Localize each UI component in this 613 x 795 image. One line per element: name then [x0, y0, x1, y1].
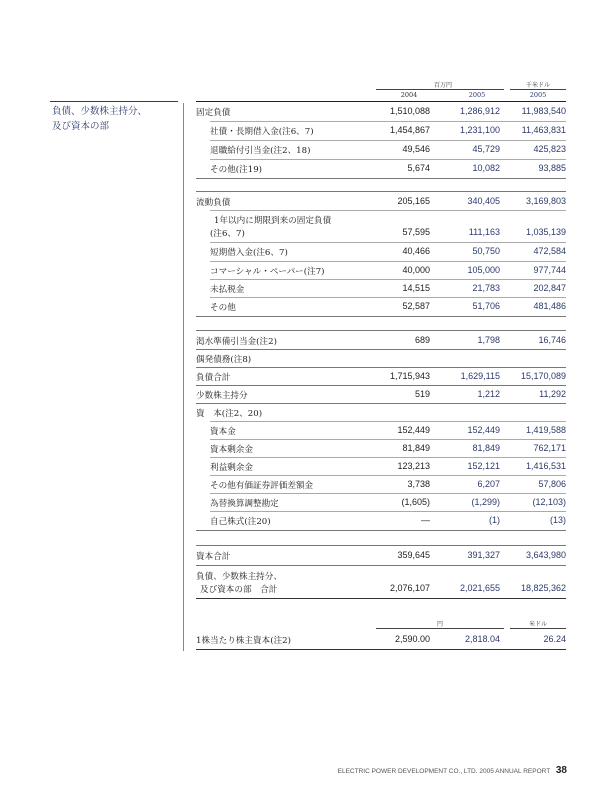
row-label: 資本金: [210, 427, 236, 437]
value-2005-jpy: 340,405: [467, 196, 500, 206]
value-2005-usd: 15,170,089: [520, 371, 566, 381]
year-2005-jpy: 2005: [468, 91, 486, 99]
row-label-cont: (注6、7): [210, 229, 245, 239]
table-row: [196, 512, 566, 529]
value-2005-usd: 3,643,980: [525, 550, 566, 560]
table-row: [196, 243, 566, 260]
value-2005-jpy: 105,000: [467, 265, 500, 275]
row-label: その他: [210, 303, 236, 313]
page-footer: [338, 765, 567, 776]
table-row: [196, 386, 566, 403]
year-2005-usd: 2005: [529, 91, 547, 99]
value-2005-jpy: 1,629,115: [460, 371, 500, 381]
table-row: [196, 280, 566, 297]
row-label: 偶発債務(注8): [196, 355, 252, 365]
value-2005-jpy: 1,212: [477, 389, 500, 399]
value-2005-usd: 762,171: [533, 443, 566, 453]
row-rule: [196, 598, 566, 599]
value-2005-usd: (12,103): [532, 497, 566, 507]
value-2005-usd: 1,035,139: [525, 227, 566, 237]
table-row: [196, 440, 566, 457]
table-row: [196, 103, 566, 120]
value-2005-usd: 1,416,531: [525, 461, 566, 471]
header-bottom-rule: [196, 101, 566, 102]
value-2005-usd: 16,746: [538, 335, 566, 345]
row-label: 退職給付引当金(注2、18): [210, 146, 311, 156]
value-2004: 152,449: [397, 425, 430, 435]
row-label: 資 本(注2、20): [196, 409, 263, 419]
unit-rule-usd-share: [510, 628, 566, 629]
value-2004: 359,645: [397, 550, 430, 560]
table-row: [196, 141, 566, 158]
row-label: 為替換算調整勘定: [210, 499, 279, 509]
table-row: [196, 494, 566, 511]
row-label: 資本剰余金: [210, 445, 253, 455]
unit-usd: 米ドル: [528, 621, 547, 628]
value-2005-jpy: 6,207: [477, 479, 500, 489]
value-2005-usd: (13): [549, 515, 566, 525]
value-2004: —: [421, 515, 430, 525]
table-row: [196, 122, 566, 139]
value-2004: 1,454,867: [389, 125, 430, 135]
value-2005-usd: 11,463,831: [521, 125, 566, 135]
value-2005-jpy: 111,163: [468, 227, 500, 237]
value-2005-jpy: 152,121: [467, 461, 500, 471]
value-2005-usd: 472,584: [533, 246, 566, 256]
table-row: [196, 547, 566, 564]
row-rule: [196, 565, 566, 566]
row-label: 未払税金: [210, 285, 245, 295]
row-label: 負債合計: [196, 373, 231, 383]
row-label: 流動負債: [196, 198, 231, 208]
row-rule: [196, 178, 566, 179]
section-title-rule: [50, 101, 178, 102]
unit-rule-jpy: [376, 89, 504, 90]
row-rule: [196, 316, 566, 317]
row-label: 1年以内に期限到来の固定負債: [214, 216, 332, 226]
value-2005-usd: 11,983,540: [521, 106, 566, 116]
value-2005-jpy: (1,299): [471, 497, 500, 507]
unit-usd-thousand: 千米ドル: [525, 82, 550, 89]
row-rule: [196, 191, 566, 192]
row-label: 利益剰余金: [210, 463, 253, 473]
value-2005-jpy: 10,082: [472, 163, 500, 173]
row-rule: [196, 649, 566, 650]
table-row: [196, 350, 566, 367]
value-2005-usd: 93,885: [538, 163, 566, 173]
row-label: 社債・長期借入金(注6、7): [210, 127, 314, 137]
footer-company: ELECTRIC POWER DEVELOPMENT CO., LTD.: [337, 768, 478, 775]
row-label: その他有価証券評価差額金: [210, 481, 314, 491]
table-row: [196, 298, 566, 315]
value-2005-usd: 11,292: [539, 389, 566, 399]
column-divider: [183, 103, 184, 651]
value-2005-usd: 1,419,588: [525, 425, 566, 435]
row-label: 少数株主持分: [196, 391, 248, 401]
section-title-line2: 及び資本の部: [52, 121, 110, 132]
value-2005-usd: 57,806: [538, 479, 566, 489]
value-2005-usd: 18,825,362: [520, 583, 566, 593]
row-rule: [196, 530, 566, 531]
value-2005-jpy: 81,849: [472, 443, 500, 453]
footer-report: 2005 ANNUAL REPORT: [479, 768, 551, 775]
row-label: 短期借入金(注6、7): [210, 248, 288, 258]
table-row: [196, 422, 566, 439]
table-row: [196, 211, 566, 241]
row-label: 1株当たり株主資本(注2): [196, 636, 291, 646]
unit-rule-usd: [510, 89, 566, 90]
value-2004: 40,000: [402, 265, 430, 275]
row-label: 負債、少数株主持分、: [196, 572, 282, 582]
value-2005-jpy: (1): [489, 515, 500, 525]
row-label-cont: 及び資本の部 合計: [200, 585, 278, 595]
value-2005-jpy: 1,231,100: [459, 125, 500, 135]
value-2005-usd: 202,847: [533, 283, 566, 293]
table-row: [196, 368, 566, 385]
table-row: [196, 404, 566, 421]
value-2004: 123,213: [397, 461, 430, 471]
row-label: 渇水準備引当金(注2): [196, 337, 277, 347]
unit-jpy-million: 百万円: [433, 82, 452, 89]
value-2005-jpy: 2,021,655: [459, 583, 500, 593]
value-2004: 52,587: [402, 301, 430, 311]
value-2004: 40,466: [402, 246, 430, 256]
row-rule: [196, 330, 566, 331]
unit-rule-yen: [376, 628, 504, 629]
row-label: コマーシャル・ペーパー(注7): [210, 267, 325, 277]
table-row: [196, 262, 566, 279]
value-2005-jpy: 50,750: [472, 246, 500, 256]
value-2004: 1,715,943: [389, 371, 430, 381]
row-label: その他(注19): [210, 165, 263, 175]
value-2004: 2,076,107: [389, 583, 430, 593]
value-2005-usd: 3,169,803: [525, 196, 566, 206]
row-label: 自己株式(注20): [210, 517, 271, 527]
table-row: [196, 160, 566, 177]
value-2004: (1,605): [401, 497, 430, 507]
table-row: [196, 567, 566, 597]
value-2004: 205,165: [397, 196, 430, 206]
unit-yen: 円: [436, 621, 443, 628]
section-title: [52, 104, 180, 134]
value-2004: 81,849: [402, 443, 430, 453]
value-2004: 519: [414, 389, 430, 399]
value-2005-usd: 977,744: [533, 265, 566, 275]
row-label: 固定負債: [196, 108, 231, 118]
value-2005-jpy: 45,729: [472, 144, 500, 154]
value-2004: 689: [414, 335, 430, 345]
value-2005-jpy: 1,798: [477, 335, 500, 345]
year-2004: 2004: [400, 91, 418, 99]
value-2005-jpy: 152,449: [467, 425, 500, 435]
row-label: 資本合計: [196, 552, 231, 562]
value-2005-usd: 481,486: [533, 301, 566, 311]
value-2004: 2,590.00: [394, 634, 430, 644]
section-title-line1: 負債、少数株主持分、: [52, 106, 148, 117]
value-2004: 1,510,088: [389, 106, 430, 116]
page-number: 38: [555, 765, 567, 776]
table-row: [196, 193, 566, 210]
value-2005-jpy: 21,783: [472, 283, 500, 293]
value-2005-usd: 425,823: [533, 144, 566, 154]
table-row: [196, 458, 566, 475]
row-rule: [196, 545, 566, 546]
table-row: [196, 476, 566, 493]
table-row: [196, 631, 566, 648]
value-2005-jpy: 391,327: [467, 550, 500, 560]
value-2004: 5,674: [407, 163, 430, 173]
value-2005-jpy: 1,286,912: [459, 106, 500, 116]
value-2005-jpy: 51,706: [472, 301, 500, 311]
value-2004: 49,546: [402, 144, 430, 154]
value-2004: 14,515: [402, 283, 430, 293]
value-2004: 57,595: [402, 227, 430, 237]
table-row: [196, 332, 566, 349]
value-2004: 3,738: [407, 479, 430, 489]
value-2005-usd: 26.24: [543, 634, 566, 644]
value-2005-jpy: 2,818.04: [464, 634, 500, 644]
